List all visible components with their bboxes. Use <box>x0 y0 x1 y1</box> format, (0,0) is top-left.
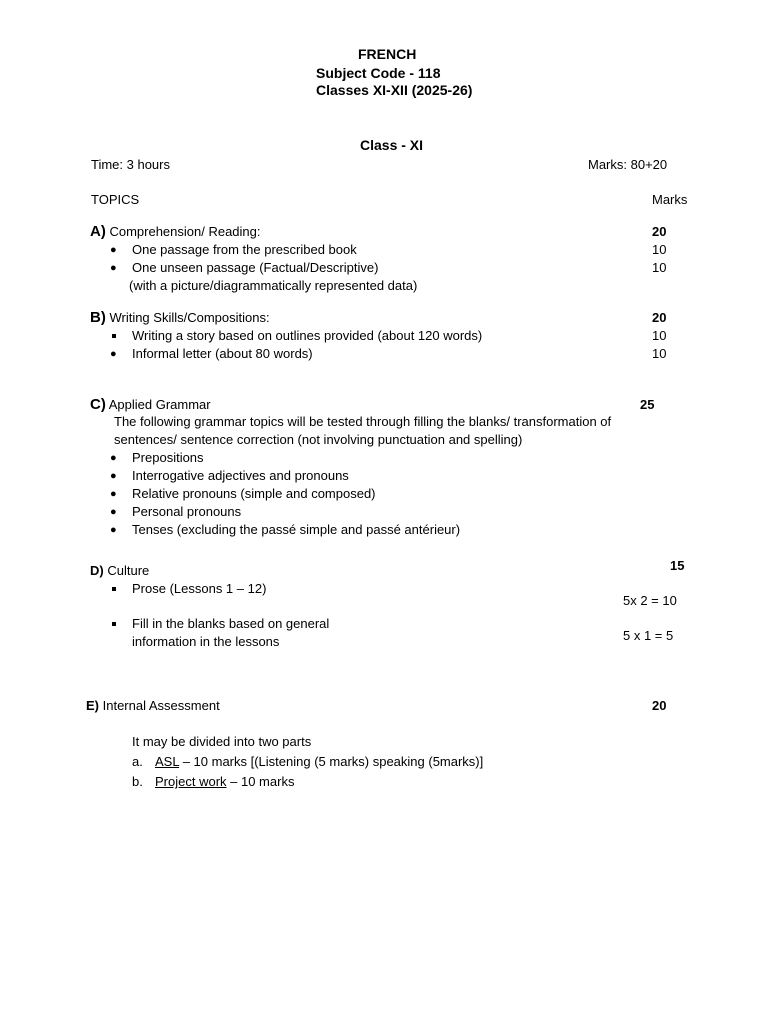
section-c-description: The following grammar topics will be tested through filling the blanks/ transformation of <box>114 414 612 429</box>
section-d-item: information in the lessons <box>132 634 280 649</box>
section-d-title: Culture <box>107 563 150 578</box>
section-d-item: Prose (Lessons 1 – 12) <box>132 581 267 596</box>
section-a-title: Comprehension/ Reading: <box>109 224 261 239</box>
section-e-marks: 20 <box>652 698 667 713</box>
section-d-item-marks: 5 x 1 = 5 <box>623 628 674 643</box>
section-b-heading <box>90 310 270 326</box>
bullet-icon: ● <box>110 244 117 256</box>
section-d-marks: 15 <box>670 558 685 573</box>
bullet-icon: ● <box>110 524 117 536</box>
grammar-topic: Personal pronouns <box>132 504 242 519</box>
section-c-description: sentences/ sentence correction (not involving punctuation and spelling) <box>114 432 523 447</box>
section-e-item-text: – 10 marks <box>226 774 295 789</box>
section-a-item: One passage from the prescribed book <box>132 242 357 257</box>
bullet-icon: ● <box>110 488 117 500</box>
section-b-item-marks: 10 <box>652 346 667 361</box>
section-d-item-marks: 5x 2 = 10 <box>623 593 677 608</box>
section-c-marks: 25 <box>640 397 655 412</box>
section-e-item-label: a. <box>132 754 143 769</box>
bullet-icon: ● <box>110 452 117 464</box>
section-e-item-text: – 10 marks [(Listening (5 marks) speaking (5marks)] <box>179 754 484 769</box>
marks-total: Marks: 80+20 <box>588 157 668 172</box>
grammar-topic: Tenses (excluding the passé simple and passé antérieur) <box>132 522 461 537</box>
section-c-heading <box>90 397 211 413</box>
section-a-heading <box>90 224 261 240</box>
bullet-icon: ● <box>110 262 117 274</box>
section-a-item-marks: 10 <box>652 242 667 257</box>
section-e-letter: E) <box>86 698 99 713</box>
marks-label: Marks <box>652 192 688 207</box>
bullet-icon: ● <box>110 470 117 482</box>
section-e-item <box>155 774 294 790</box>
section-d-item: Fill in the blanks based on general <box>132 616 330 631</box>
section-e-item-label: b. <box>132 774 143 789</box>
section-e-item-term: Project work <box>155 774 227 789</box>
session-label: (2025-26) <box>411 82 473 98</box>
square-bullet-icon <box>112 622 116 626</box>
section-b-marks: 20 <box>652 310 667 325</box>
classes-range <box>316 81 472 99</box>
grammar-topic: Prepositions <box>132 450 204 465</box>
time-label: Time: 3 hours <box>91 157 170 172</box>
classes-label: Classes XI-XII <box>316 82 408 98</box>
section-a-marks: 20 <box>652 224 667 239</box>
section-d-heading <box>90 563 149 579</box>
class-title: Class - XI <box>360 137 424 153</box>
section-a-item: One unseen passage (Factual/Descriptive) <box>132 260 379 275</box>
section-c-title: Applied Grammar <box>108 397 211 412</box>
section-e-title: Internal Assessment <box>102 698 220 713</box>
section-a-letter: A) <box>90 223 106 240</box>
section-e-item <box>155 754 483 770</box>
section-c-letter: C) <box>90 396 106 413</box>
section-a-note: (with a picture/diagrammatically represented data) <box>129 278 418 293</box>
section-b-title: Writing Skills/Compositions: <box>109 310 270 325</box>
section-e-intro: It may be divided into two parts <box>132 734 312 749</box>
topics-label: TOPICS <box>91 192 140 207</box>
section-a-item-marks: 10 <box>652 260 667 275</box>
section-b-item: Writing a story based on outlines provided (about 120 words) <box>132 328 483 343</box>
section-e-heading <box>86 698 220 714</box>
bullet-icon: ● <box>110 506 117 518</box>
grammar-topic: Interrogative adjectives and pronouns <box>132 468 349 483</box>
section-d-letter: D) <box>90 563 104 578</box>
section-b-item-marks: 10 <box>652 328 667 343</box>
section-b-item: Informal letter (about 80 words) <box>132 346 313 361</box>
section-e-item-term: ASL <box>155 754 180 769</box>
section-b-letter: B) <box>90 309 106 326</box>
bullet-icon: ● <box>110 348 117 360</box>
square-bullet-icon <box>112 334 116 338</box>
grammar-topic: Relative pronouns (simple and composed) <box>132 486 376 501</box>
subject-code: Subject Code - 118 <box>316 65 441 81</box>
square-bullet-icon <box>112 587 116 591</box>
subject-title: FRENCH <box>358 46 417 62</box>
